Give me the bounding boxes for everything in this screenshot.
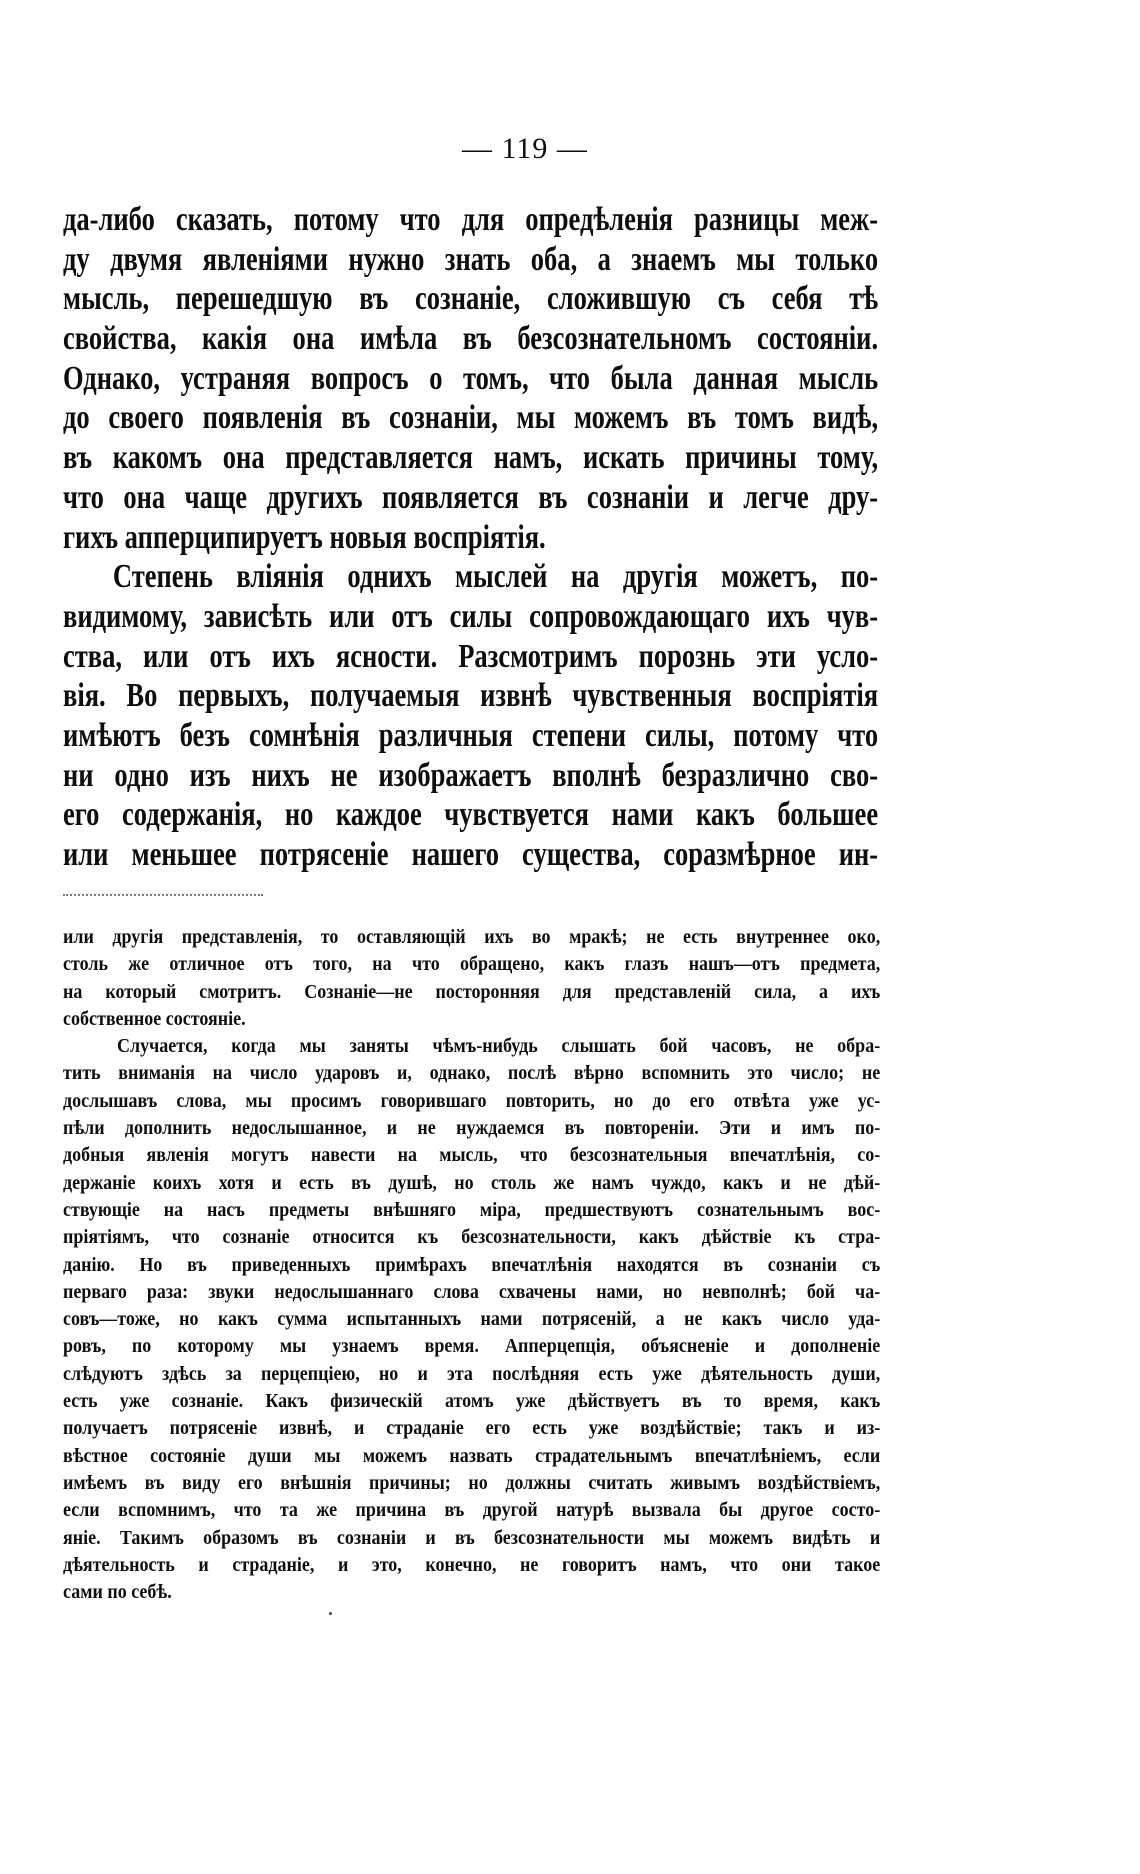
footnote-line: ствующіе на насъ предметы внѣшняго міра, предшествуютъ сознательнымъ вос- [63, 1198, 881, 1221]
footnotes-block [63, 924, 880, 1606]
footnote-line: сами по себѣ. [63, 1581, 172, 1604]
text-line: мысль, перешедшую въ сознаніе, сложившую съ себя тѣ [63, 280, 879, 318]
footnote-line: имѣемъ въ виду его внѣшнія причины; но должны считать живымъ воздѣйствіемъ, [63, 1471, 881, 1494]
footnote-line: пѣли дополнить недослышанное, и не нуждаемся въ повтореніи. Эти и имъ по- [63, 1117, 881, 1140]
footnote-line: дѣятельность и страданіе, и это, конечно, не говоритъ намъ, что они такое [63, 1553, 881, 1576]
paragraph-first-line: Степень вліянія однихъ мыслей на другія можетъ, по- [112, 558, 879, 596]
footnote-line: ровъ, по которому мы узнаемъ время. Апперцепція, объясненіе и дополненіе [63, 1335, 881, 1358]
text-line: ни одно изъ нихъ не изображаетъ вполнѣ безразлично сво- [63, 756, 879, 794]
footnote-separator [63, 894, 263, 898]
footnote-line: или другія представленія, то оставляющій ихъ во мракѣ; не есть внутреннее око, [63, 926, 881, 948]
text-line: имѣютъ безъ сомнѣнія различныя степени силы, потому что [63, 716, 879, 754]
footnote-line: собственное состояніе. [63, 1007, 246, 1030]
text-line: или меньшее потрясеніе нашего существа, соразмѣрное ин- [63, 836, 879, 873]
footnote-line: добныя явленія могутъ навести на мысль, что безсознательныя впечатлѣнія, со- [63, 1144, 881, 1167]
footnote-line: есть уже сознаніе. Какъ физическій атомъ уже дѣйствуетъ въ то время, какъ [63, 1390, 881, 1413]
footnote-line: получаетъ потрясеніе извнѣ, и страданіе его есть уже воздѣйствіе; такъ и из- [63, 1417, 881, 1440]
footnote-line: данію. Но въ приведенныхъ примѣрахъ впечатлѣнія находятся въ сознаніи съ [63, 1253, 881, 1276]
text-line: да-либо сказать, потому что для опредѣленія разницы меж- [63, 201, 879, 238]
text-line: вія. Во первыхъ, получаемыя извнѣ чувственныя воспріятія [63, 677, 879, 715]
page-number: — 119 — [462, 132, 588, 165]
text-line: гихъ апперципируетъ новыя воспріятія. [63, 518, 546, 556]
text-line: его содержанія, но каждое чувствуется нами какъ большее [63, 796, 879, 834]
footnote-line: тить вниманія на число ударовъ и, однако, послѣ вѣрно вспомнить это число; не [63, 1062, 881, 1085]
footnote-line: если вспомнимъ, что та же причина въ другой натурѣ вызвала бы другое состо- [63, 1499, 881, 1522]
footnote-line: перваго раза: звуки недослышаннаго слова схвачены нами, но невполнѣ; бой ча- [63, 1280, 881, 1303]
text-line: ства, или отъ ихъ ясности. Разсмотримъ порознь эти усло- [63, 637, 879, 675]
text-line: Однако, устраняя вопросъ о томъ, что была данная мысль [63, 359, 879, 397]
text-line: до своего появленія въ сознаніи, мы можемъ въ томъ видѣ, [63, 399, 879, 437]
footnote-line: вѣстное состояніе души мы можемъ назвать страдательнымъ впечатлѣніемъ, если [63, 1444, 881, 1467]
footnote-line: пріятіямъ, что сознаніе относится къ безсознательности, какъ дѣйствіе къ стра- [63, 1226, 881, 1249]
footnote-line: слѣдуютъ здѣсь за перцепціею, но и эта послѣдняя есть уже дѣятельность души, [63, 1362, 881, 1385]
footnote-line: дослышавъ слова, мы просимъ говорившаго повторить, но до его отвѣта уже ус- [63, 1089, 881, 1112]
text-line: въ какомъ она представляется намъ, искать причины тому, [63, 439, 879, 477]
main-text-block [63, 200, 878, 875]
footnote-line: столь же отличное отъ того, на что обращено, какъ глазъ нашъ—отъ предмета, [63, 953, 881, 976]
footnote-line: держаніе коихъ хотя и есть въ душѣ, но столь же намъ чуждо, какъ и не дѣй- [63, 1171, 881, 1194]
text-line: видимому, зависѣть или отъ силы сопровождающаго ихъ чув- [63, 597, 879, 635]
ink-speck [329, 1612, 332, 1615]
text-line: свойства, какія она имѣла въ безсознательномъ состояніи. [63, 320, 879, 358]
footnote-line: совъ—тоже, но какъ сумма испытанныхъ нами потрясеній, а не какъ число уда- [63, 1308, 881, 1331]
footnote-line: на который смотритъ. Сознаніе—не посторонняя для представленій сила, а ихъ [63, 980, 881, 1003]
footnote-paragraph-first-line: Случается, когда мы заняты чѣмъ-нибудь слышать бой часовъ, не обра- [117, 1035, 881, 1058]
text-line: что она чаще другихъ появляется въ сознаніи и легче дру- [63, 478, 879, 516]
text-line: ду двумя явленіями нужно знать оба, а знаемъ мы только [63, 240, 879, 278]
footnote-line: яніе. Такимъ образомъ въ сознаніи и въ безсознательности мы можемъ видѣть и [63, 1526, 881, 1549]
